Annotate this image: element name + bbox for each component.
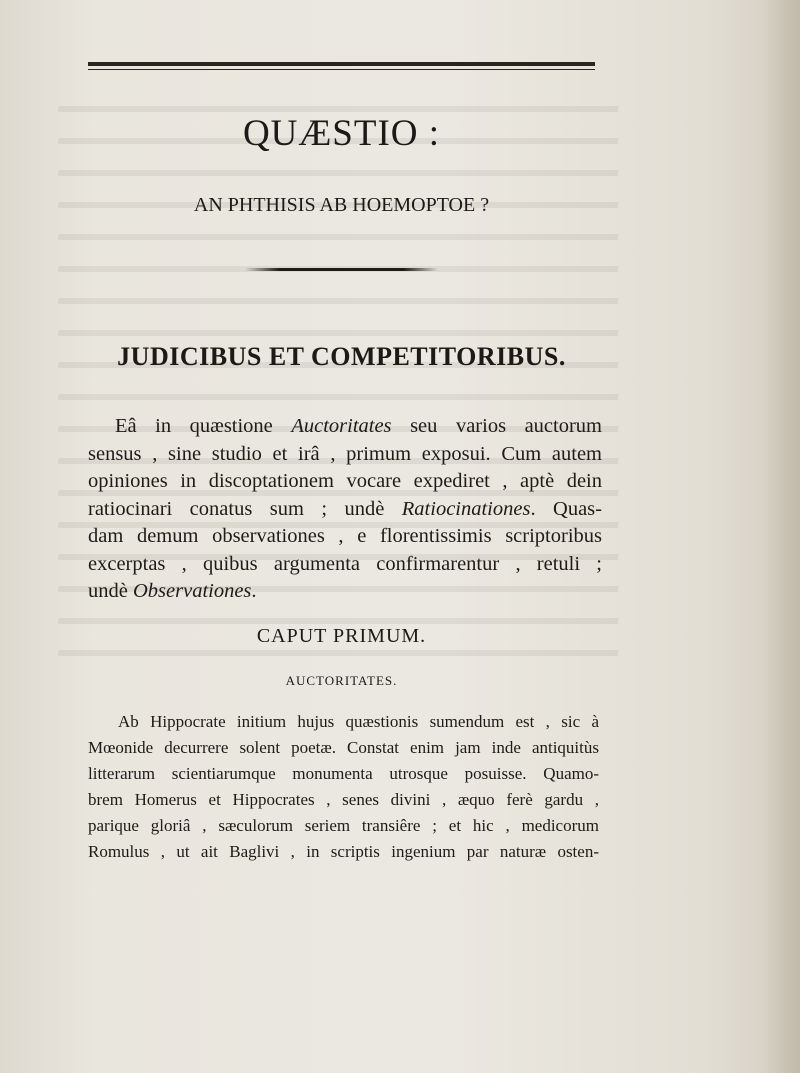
top-double-rule: [88, 62, 595, 71]
chapter-heading: CAPUT PRIMUM.: [256, 625, 427, 647]
preface-line: dam demum observationes , e florentissimis scriptoribus: [88, 525, 602, 547]
ornamental-rule: [245, 268, 438, 271]
top-rule-thick: [88, 62, 595, 66]
page-subtitle: AN PHTHISIS AB HOEMOPTOE ?: [193, 194, 490, 216]
preface-line: sensus , sine studio et irâ , primum exposui. Cum autem: [88, 442, 602, 465]
section-heading: AUCTORITATES.: [285, 673, 398, 688]
top-rule-thin: [88, 69, 595, 70]
page-title: QUÆSTIO :: [242, 113, 441, 154]
body-line: Romulus , ut ait Baglivi , in scriptis ingenium par naturæ osten-: [88, 842, 599, 861]
preface-line: excerptas , quibus argumenta confirmarentur , retuli ;: [88, 552, 602, 575]
preface-line: opiniones in discoptationem vocare expediret , aptè dein: [88, 470, 602, 492]
preface-line: Eâ in quæstione Auctoritates seu varios auctorum: [115, 415, 602, 437]
body-line: Ab Hippocrate initium hujus quæstionis sumendum est , sic à: [118, 712, 599, 731]
body-paragraph: [88, 709, 599, 865]
body-line: Mœonide decurrere solent poetæ. Constat enim jam inde antiquitùs: [88, 738, 599, 757]
body-line: brem Homerus et Hippocrates , senes divini , æquo ferè gardu ,: [88, 790, 599, 809]
preface-line: undè Observationes.: [88, 580, 257, 602]
body-line: parique gloriâ , sæculorum seriem transiêre ; et hic , medicorum: [88, 816, 599, 835]
page-edge-shadow: [760, 0, 800, 1073]
preface-paragraph: [88, 413, 602, 606]
body-line: litterarum scientiarumque monumenta utrosque posuisse. Quamo-: [88, 764, 599, 783]
preface-line: ratiocinari conatus sum ; undè Ratiocinationes. Quas-: [88, 497, 602, 520]
dedication-heading: JUDICIBUS ET COMPETITORIBUS.: [117, 342, 566, 371]
